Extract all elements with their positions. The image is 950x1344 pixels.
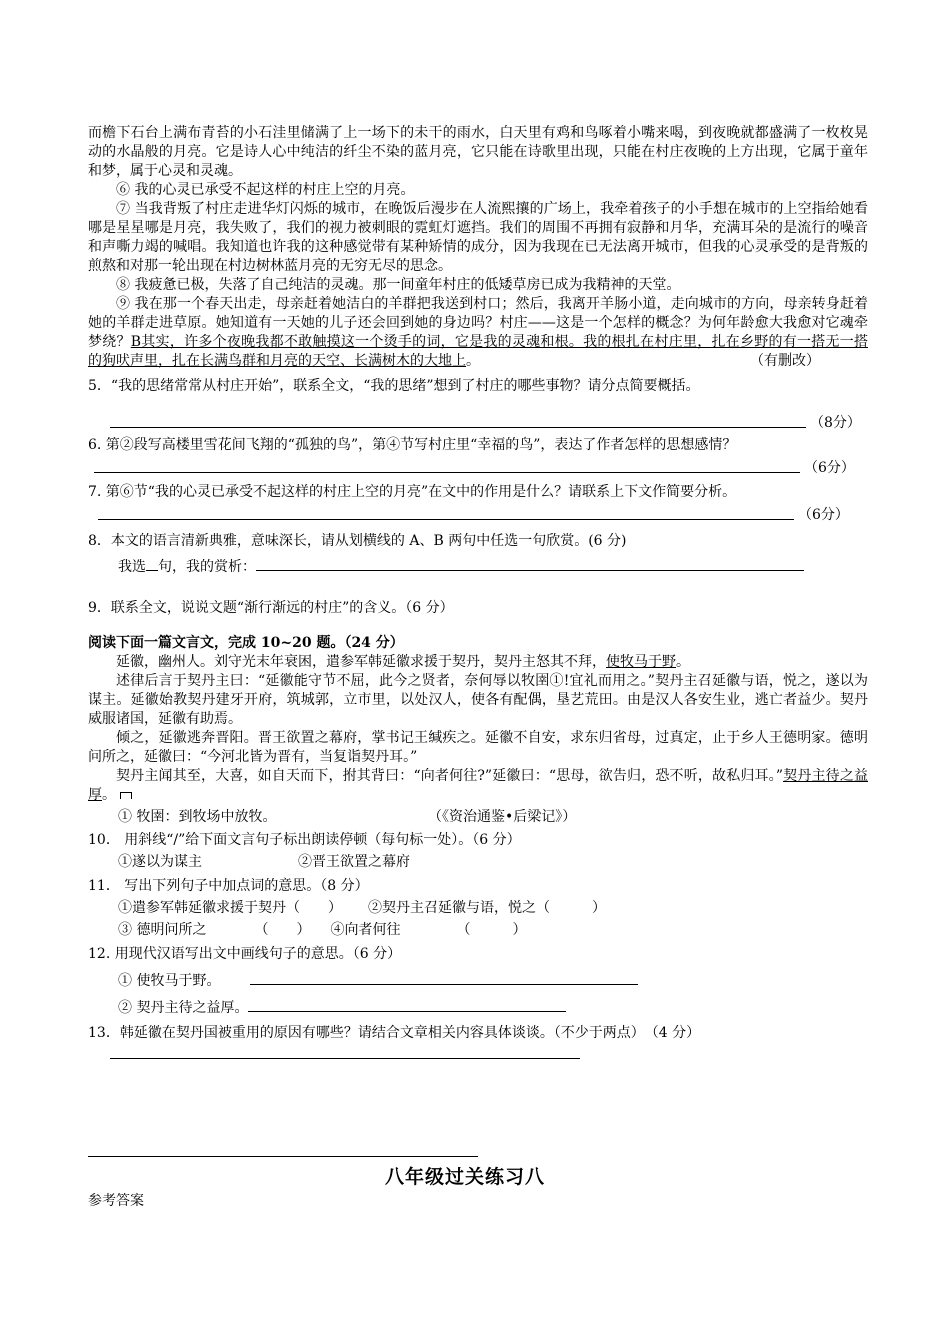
question-13: 13．韩延徽在契丹国被重用的原因有哪些？请结合文章相关内容具体谈谈。（不少于两点） （4 分） [88,1025,701,1041]
answer-row-7 [88,504,868,524]
q11-item-3-blank[interactable]: （ ） [254,922,311,938]
q11-item-2[interactable]: ②契丹主召延徽与语，悦之（ ） [368,900,606,916]
deleted-note: （有删改） [750,353,820,369]
question-12-item-1 [88,970,868,991]
q8-analysis-blank[interactable] [256,556,804,571]
classical-paragraph-4 [88,767,868,805]
score-7: （6分） [798,507,849,523]
classical-paragraph-3: 倾之，延徽逃奔晋阳。晋王欲置之幕府，掌书记王缄疾之。延徽不自安，求东归省母，过真定，止于乡人王德明家。德明问所之，延徽曰：“今河北皆为晋有，当复诣契丹耳。” [88,730,868,765]
answer-line-6[interactable] [94,472,800,473]
underlined-sentence-b: B其实，许多个夜晚我都不敢触摸这一个烫手的词，它是我的灵魂和根。我的根扎在村庄里，扎在乡野的有一搭无一搭的狗吠声里，扎在长满鸟群和月亮的天空、长满树木的大地上 [88,334,868,369]
c1-end: 。 [676,654,690,670]
question-12-item-2 [88,997,868,1018]
footnote: ① 牧圉：到牧场中放牧。 [118,809,277,825]
source-citation: （《资治通鉴•后梁记》） [428,809,577,825]
answer-row-13 [88,1043,868,1063]
q8-choose-label: 我选 [118,559,146,575]
q11-item-3: ③ 德明问所之 [118,922,207,938]
question-8-answer [88,556,868,577]
q10-sentence-2[interactable]: ②晋王欲置之幕府 [298,854,410,870]
q8-choice-blank[interactable] [146,556,158,571]
q8-analysis-label: 句，我的赏析： [158,559,256,575]
q12-blank-1[interactable] [250,970,638,985]
classical-paragraph-2: 述律后言于契丹主曰：“延徽能守节不屈，此今之贤者，奈何辱以牧圉①!宜礼而用之。”契丹主召延徽与语，悦之，遂以为谋主。延徽始教契丹建牙开府，筑城郭，立市里，以处汉人，使各有配偶，垦艺荒田。由是汉人各安生业，逃亡者益少。契丹威服诸国，延徽有助焉。 [88,673,868,727]
question-5: 5．“我的思绪常常从村庄开始”，联系全文，“我的思绪”想到了村庄的哪些事物？请分点简要概括。 [88,378,700,394]
exam-page [88,124,868,1063]
passage-paragraph-8: ⑧ 我疲惫已极，失落了自己纯洁的灵魂。那一间童年村庄的低矮草房已成为我精神的天堂。 [116,277,681,293]
question-10-items [88,853,868,872]
score-6: （6分） [804,460,855,476]
answer-line-13[interactable] [110,1058,580,1059]
paragraph-9-text: ⑨ 我在那一个春天出走，母亲赶着她洁白的羊群把我送到村口；然后，我离开羊肠小道，走向城市的方向，母亲转身赶着她的羊群走进草原。她知道有一天她的儿子还会回到她的身边吗？村庄——这是一个怎样的概念？为何年龄愈大我愈对它魂牵梦绕？ [88,296,868,350]
question-12: 12. 用现代汉语写出文中画线句子的意思。（6 分） [88,946,402,962]
question-11-row-1 [88,899,868,918]
passage-paragraph-6: ⑥ 我的心灵已承受不起这样的村庄上空的月亮。 [116,182,415,198]
score-5: （8分） [810,415,861,431]
bracket-mark [120,792,132,799]
q12-blank-2[interactable] [248,997,566,1012]
question-11: 11． 写出下列句子中加点词的意思。（8 分） [88,878,369,894]
underlined-sentence-1: 使牧马于野 [606,654,676,670]
passage-paragraph-7: ⑦ 当我背叛了村庄走进华灯闪烁的城市，在晚饭后漫步在人流熙攘的广场上，我牵着孩子的小手想在城市的上空指给她看哪是星星哪是月亮，我失败了，我们的视力被刺眼的霓虹灯遮挡。我们的周围不再拥有寂静和月华，充满耳朵的是流行的噪音和声嘶力竭的喊唱。我知道也许我的这种感觉带有某种矫情的成分，因为我现在已无法离开城市，但我的心灵承受的是背叛的煎熬和对那一轮出现在村边树林蓝月亮的无穷无尽的思念。 [88,201,868,274]
passage-paragraph-continued: 而檐下石台上满布青苔的小石洼里储满了上一场下的未干的雨水，白天里有鸡和鸟啄着小嘴来喝，到夜晚就都盛满了一枚枚晃动的水晶般的月亮。它是诗人心中纯洁的纤尘不染的蓝月亮，它只能在诗歌里出现，只能在村庄夜晚的上方出现，它属于童年和梦，属于心灵和灵魂。 [88,125,868,179]
q11-item-4: ④向者何往 [330,922,401,938]
q10-sentence-1[interactable]: ①遂以为谋主 [118,854,202,870]
question-6: 6. 第②段写高楼里雪花间飞翔的“孤独的鸟”，第④节写村庄里“幸福的鸟”，表达了作者怎样的思想感情？ [88,437,737,453]
q12-sentence-2: ② 契丹主待之益厚。 [118,1000,249,1016]
question-9: 9．联系全文，说说文题“渐行渐远的村庄”的含义。（6 分） [88,600,454,616]
answer-line-5[interactable] [110,427,806,428]
q11-item-1[interactable]: ①遣参军韩延徽求援于契丹（ ） [118,900,342,916]
question-11-row-2 [88,921,868,940]
answer-line-7[interactable] [98,519,794,520]
classical-heading: 阅读下面一篇文言文，完成 10~20 题。（24 分） [88,635,404,651]
question-8: 8．本文的语言清新典雅，意味深长，请从划横线的 A、B 两句中任选一句欣赏。(6 分) [88,533,627,549]
c4-end: 。 [102,787,116,803]
answers-label: 参考答案 [88,1193,144,1209]
answer-row-5 [88,412,868,432]
c4-text: 契丹主闻其至，大喜，如自天而下，拊其背曰：“向者何往?”延徽曰：“思母，欲告归，恐不听，故私归耳。” [116,768,784,784]
c1-text: 延徽，幽州人。刘守光末年衰困，遣参军韩延徽求援于契丹，契丹主怒其不拜， [116,654,606,670]
underlined-sentence-2: 契丹主待之益厚 [88,768,868,803]
question-7: 7. 第⑥节“我的心灵已承受不起这样的村庄上空的月亮”在文中的作用是什么？请联系上下文作简要分析。 [88,484,737,500]
paragraph-9-end: 。 [466,353,480,369]
footnote-row [88,808,868,827]
q12-sentence-1: ① 使牧马于野。 [118,973,221,989]
q11-item-4-blank[interactable]: （ ） [456,922,527,938]
passage-paragraph-9 [88,295,868,371]
section-divider [88,1156,478,1157]
question-10: 10． 用斜线“/”给下面文言句子标出朗读停顿（每句标一处）。（6 分） [88,832,521,848]
classical-paragraph-1 [88,653,868,672]
answer-row-6 [88,457,868,477]
next-section-title: 八年级过关练习八 [385,1166,546,1188]
